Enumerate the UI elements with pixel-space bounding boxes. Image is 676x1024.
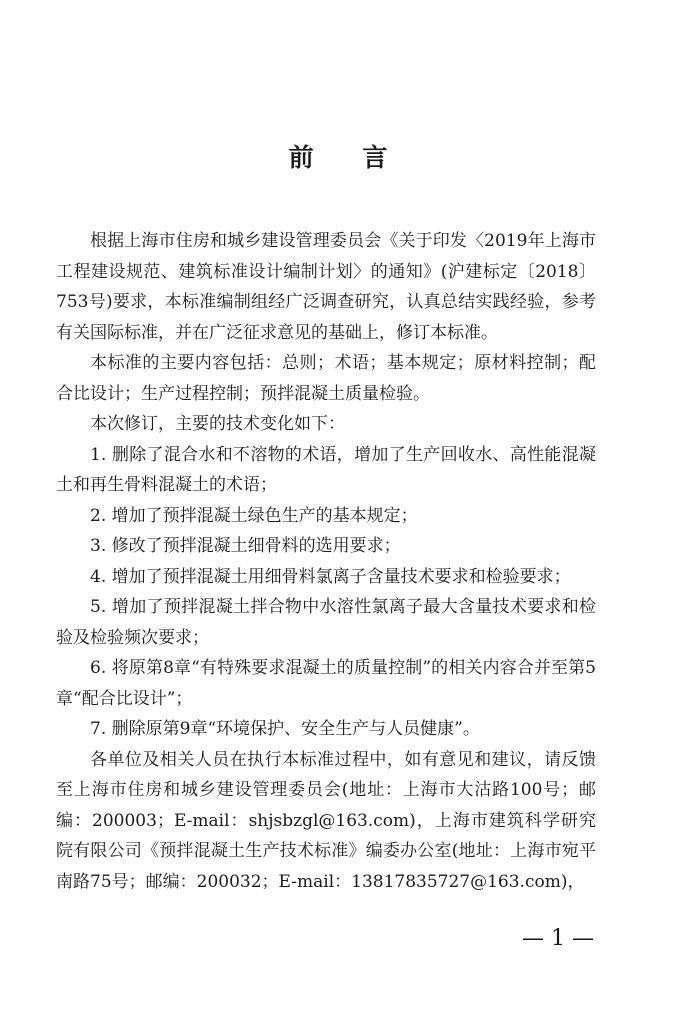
list-item-change-2: 2. 增加了预拌混凝土绿色生产的基本规定；	[90, 505, 418, 526]
list-item-change-5: 5. 增加了预拌混凝土拌合物中水溶性氯离子最大含量技术要求和检验及检验频次要求；	[56, 597, 596, 648]
paragraph-contents: 本标准的主要内容包括：总则；术语；基本规定；原材料控制；配合比设计；生产过程控制；预拌混凝土质量检验。	[56, 353, 596, 404]
list-item-change-4: 4. 增加了预拌混凝土用细骨料氯离子含量技术要求和检验要求；	[90, 566, 571, 587]
page-title: 前 言	[288, 143, 408, 172]
body-text	[56, 226, 596, 897]
list-item-change-6: 6. 将原第8章“有特殊要求混凝土的质量控制”的相关内容合并至第5章“配合比设计”；	[56, 658, 596, 709]
paragraph-intro: 根据上海市住房和城乡建设管理委员会《关于印发〈2019年上海市工程建设规范、建筑标准设计编制计划〉的通知》(沪建标定〔2018〕753号)要求，本标准编制组经广泛调查研究，认真总结实践经验，参考有关国际标准，并在广泛征求意见的基础上，修订本标准。	[56, 231, 596, 343]
paragraph-changes-heading: 本次修订，主要的技术变化如下：	[90, 414, 345, 434]
paragraph-feedback: 各单位及相关人员在执行本标准过程中，如有意见和建议，请反馈至上海市住房和城乡建设管理委员会(地址：上海市大沽路100号；邮编：200003；E-mail：shjsbzgl@163.com)，上海市建筑科学研究院有限公司《预拌混凝土生产技术标准》编委办公室(地址：上海市宛平南路75号；邮编：200032；E-mail：13817835727@163.com)，	[56, 749, 596, 892]
list-item-change-7: 7. 删除原第9章“环境保护、安全生产与人员健康”。	[90, 719, 480, 739]
list-item-change-3: 3. 修改了预拌混凝土细骨料的选用要求；	[90, 536, 401, 556]
list-item-change-1: 1. 删除了混合水和不溶物的术语，增加了生产回收水、高性能混凝土和再生骨料混凝土的术语；	[56, 444, 596, 495]
page-number: — 1 —	[522, 926, 594, 951]
